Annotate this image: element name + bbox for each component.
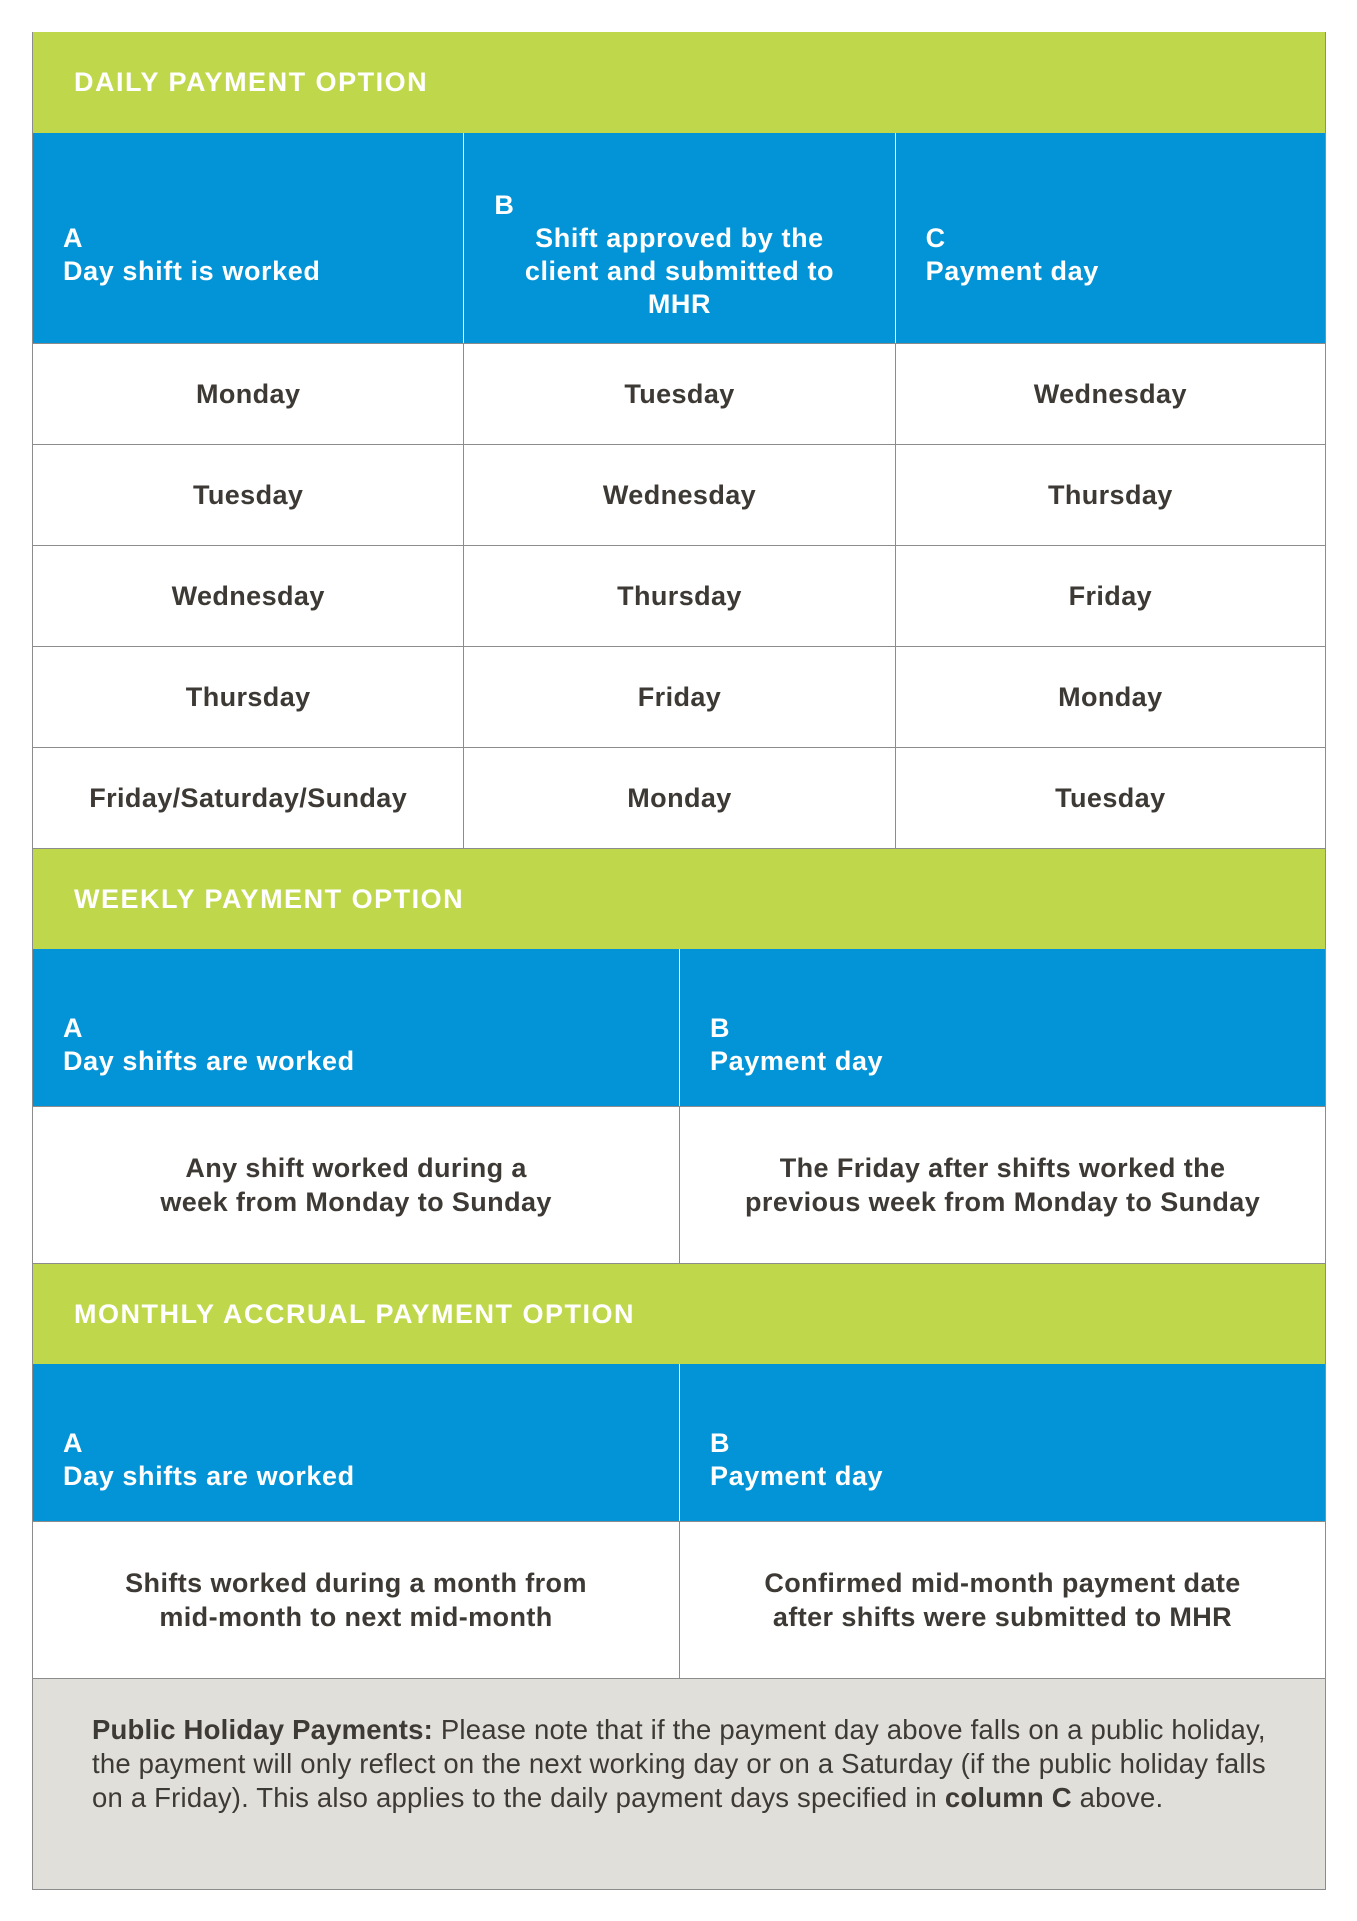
daily-header-a-letter: A [63, 223, 84, 253]
note-emphasis: column C [944, 1782, 1072, 1813]
daily-cell-approved-day: Friday [463, 646, 894, 747]
daily-cell-approved-day: Tuesday [463, 343, 894, 444]
weekly-header-a-letter: A [63, 1012, 84, 1043]
daily-header-row [32, 133, 1326, 343]
monthly-cell-payment-day: Confirmed mid-month payment date after shifts were submitted to MHR [679, 1521, 1325, 1678]
monthly-header-row [32, 1364, 1326, 1521]
daily-header-c-label: Payment day [925, 256, 1099, 286]
note-text: Please note that if the payment day above falls on a public holiday, the payment will only reflect on the next working day or on a Saturday (if the public holiday falls on a Friday). This also applies to the daily payment days specified in [92, 1714, 1266, 1813]
daily-section-title [32, 32, 1326, 133]
daily-header-b-letter: B [494, 190, 515, 220]
daily-title-text: DAILY PAYMENT OPTION [74, 67, 429, 97]
monthly-title-text: MONTHLY ACCRUAL PAYMENT OPTION [74, 1298, 636, 1329]
daily-cell-day-worked: Wednesday [33, 545, 463, 646]
weekly-header-b-letter: B [710, 1012, 731, 1043]
weekly-header-b-label: Payment day [710, 1045, 884, 1076]
weekly-section-title [32, 848, 1326, 949]
daily-cell-day-worked: Tuesday [33, 444, 463, 545]
weekly-header-b [679, 949, 1325, 1106]
daily-cell-payment-day: Thursday [895, 444, 1325, 545]
daily-row [32, 444, 1326, 545]
daily-cell-approved-day: Wednesday [463, 444, 894, 545]
daily-cell-day-worked: Thursday [33, 646, 463, 747]
monthly-row [32, 1521, 1326, 1678]
daily-cell-payment-day: Wednesday [895, 343, 1325, 444]
note-lead: Public Holiday Payments: [92, 1714, 434, 1745]
daily-cell-approved-day: Thursday [463, 545, 894, 646]
daily-header-c [895, 133, 1325, 343]
monthly-header-b-label: Payment day [710, 1460, 884, 1491]
daily-header-b-label: Shift approved by the client and submitted to MHR [524, 223, 835, 319]
monthly-header-a-letter: A [63, 1427, 84, 1458]
daily-header-a [33, 133, 463, 343]
monthly-section-title [32, 1263, 1326, 1364]
weekly-cell-payment-day: The Friday after shifts worked the previous week from Monday to Sunday [679, 1106, 1325, 1263]
daily-header-b [463, 133, 894, 343]
daily-row [32, 747, 1326, 848]
monthly-header-b [679, 1364, 1325, 1521]
daily-cell-payment-day: Friday [895, 545, 1325, 646]
monthly-header-a [33, 1364, 679, 1521]
weekly-header-row [32, 949, 1326, 1106]
daily-cell-approved-day: Monday [463, 747, 894, 848]
daily-cell-day-worked: Monday [33, 343, 463, 444]
monthly-cell-days-worked: Shifts worked during a month from mid-month to next mid-month [33, 1521, 679, 1678]
daily-cell-payment-day: Tuesday [895, 747, 1325, 848]
weekly-header-a [33, 949, 679, 1106]
weekly-header-a-label: Day shifts are worked [63, 1045, 355, 1076]
daily-header-c-letter: C [925, 223, 946, 253]
public-holiday-note [32, 1678, 1326, 1890]
daily-cell-day-worked: Friday/Saturday/Sunday [33, 747, 463, 848]
monthly-header-a-label: Day shifts are worked [63, 1460, 355, 1491]
daily-row [32, 545, 1326, 646]
daily-row [32, 646, 1326, 747]
daily-row [32, 343, 1326, 444]
note-tail: above. [1071, 1782, 1164, 1813]
weekly-cell-days-worked: Any shift worked during a week from Monday to Sunday [33, 1106, 679, 1263]
monthly-header-b-letter: B [710, 1427, 731, 1458]
weekly-title-text: WEEKLY PAYMENT OPTION [74, 883, 465, 914]
daily-cell-payment-day: Monday [895, 646, 1325, 747]
weekly-row [32, 1106, 1326, 1263]
daily-header-a-label: Day shift is worked [63, 256, 321, 286]
